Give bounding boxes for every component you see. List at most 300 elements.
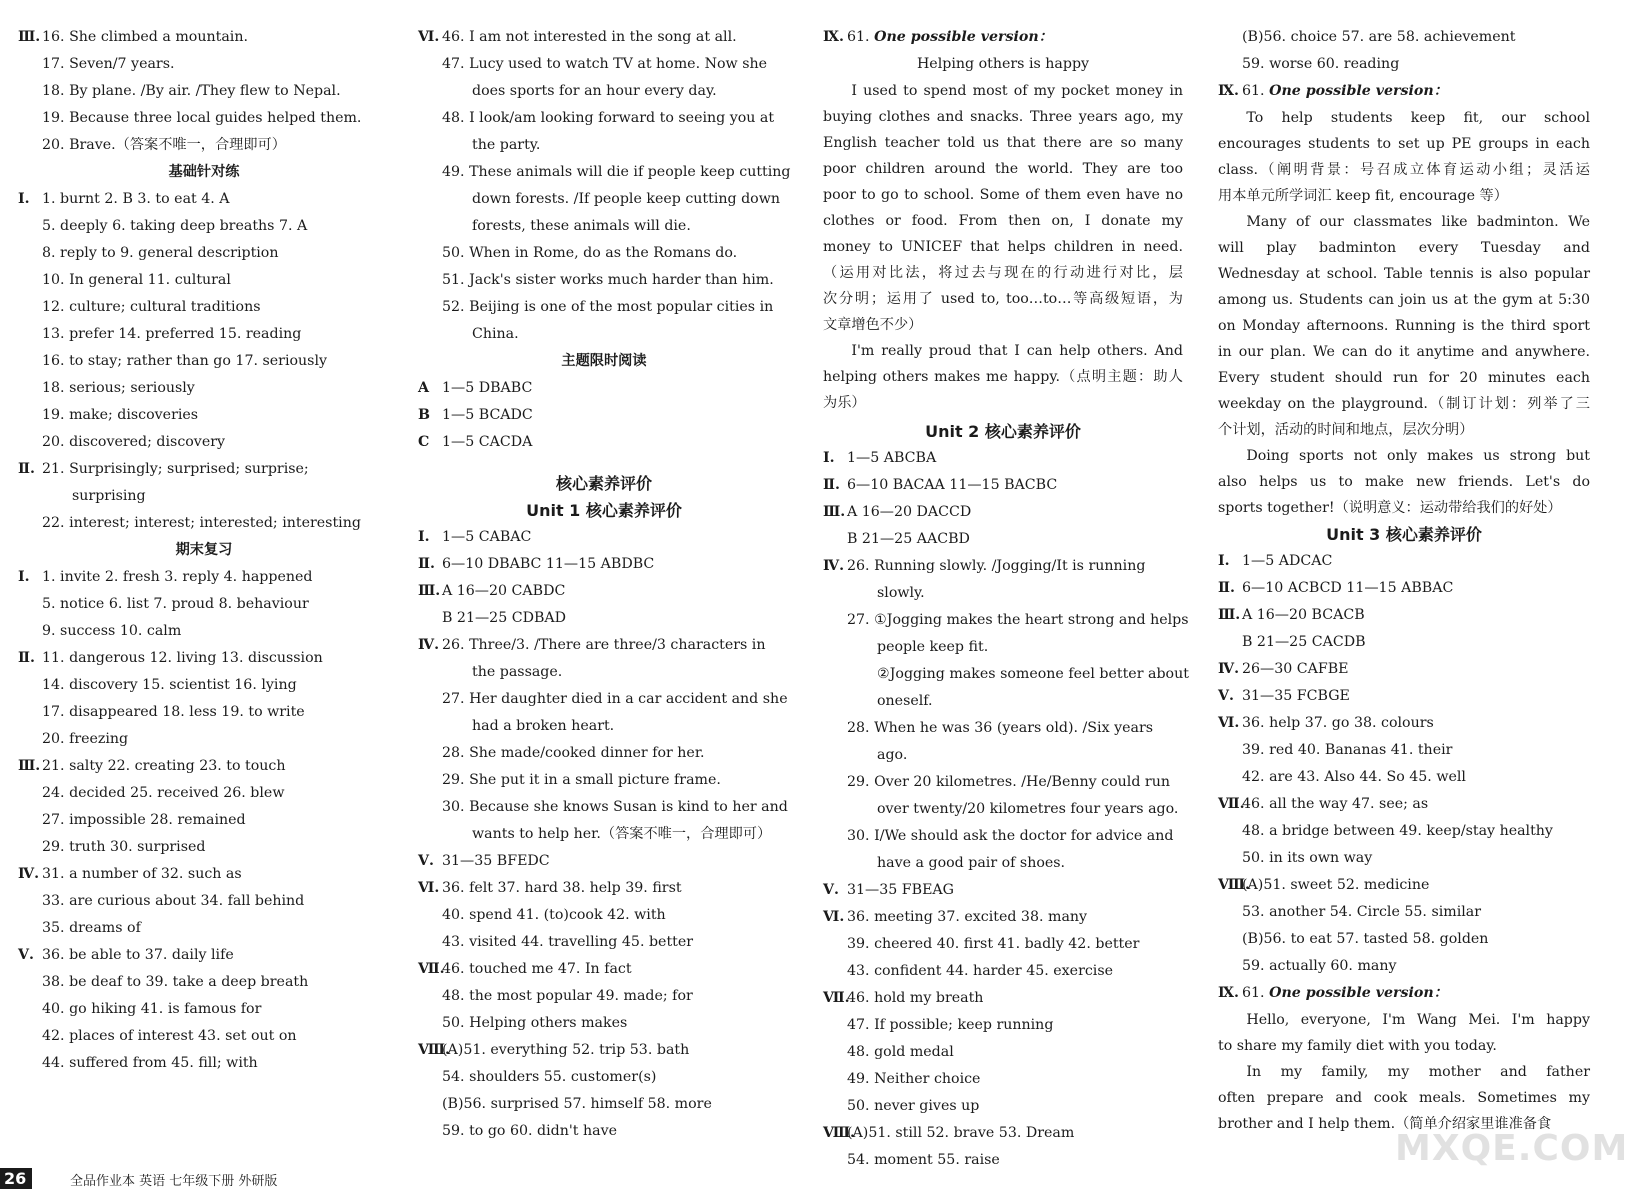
answer-line xyxy=(418,740,790,767)
answer-text: 26—30 CAFBE xyxy=(1242,661,1349,677)
section-heading: Unit 1 核心素养评价 xyxy=(526,501,682,520)
section-heading: Unit 3 核心素养评价 xyxy=(1326,525,1482,544)
answer-text: 1—5 BCADC xyxy=(442,407,533,423)
answer-line xyxy=(418,1010,790,1037)
section-marker: Ⅰ. xyxy=(823,450,835,466)
essay-line: in our plan. We can do it anytime and anywhere. xyxy=(1218,344,1590,360)
answer-line xyxy=(418,767,790,794)
answer-line xyxy=(418,429,790,456)
essay-line: To help students keep fit, our school xyxy=(1246,110,1590,126)
essay-line: often prepare and cook meals. Sometimes my xyxy=(1218,1090,1590,1106)
essay-line: English teacher told us that there are so many xyxy=(823,135,1183,151)
answer-line xyxy=(1218,629,1590,656)
answer-text: 54. moment 55. raise xyxy=(847,1152,1000,1168)
answer-text: 8. reply to 9. general description xyxy=(42,245,279,261)
answer-text: slowly. xyxy=(877,585,925,601)
section-heading: 主题限时阅读 xyxy=(561,353,647,369)
question-number: 61. xyxy=(1242,985,1265,1001)
answer-line xyxy=(418,578,790,605)
answer-text: 17. Seven/7 years. xyxy=(42,56,175,72)
answer-line xyxy=(823,769,1183,796)
answer-text: 38. be deaf to 39. take a deep breath xyxy=(42,974,309,990)
answer-line xyxy=(418,848,790,875)
answer-text: 52. Beijing is one of the most popular cities in xyxy=(442,299,774,315)
answer-text: A 16—20 BCACB xyxy=(1242,607,1365,623)
answer-text: forests, these animals will die. xyxy=(472,218,691,234)
answer-line xyxy=(18,969,390,996)
answer-line xyxy=(418,794,790,821)
essay-line: poor to go to school. Some of them even have no xyxy=(823,187,1183,203)
answer-line xyxy=(1218,78,1590,105)
answer-text: the party. xyxy=(472,137,541,153)
essay-line: Doing sports not only makes us strong but xyxy=(1246,448,1590,464)
essay-line: 为乐） xyxy=(823,395,866,411)
answer-text: 31—35 BFEDC xyxy=(442,853,550,869)
answer-text: 48. a bridge between 49. keep/stay healthy xyxy=(1242,823,1553,839)
answer-list xyxy=(1218,548,1590,980)
answer-line xyxy=(18,618,390,645)
answer-text: 16. She climbed a mountain. xyxy=(42,29,248,45)
answer-text: 1—5 ADCAC xyxy=(1242,553,1333,569)
answer-column-3 xyxy=(823,24,1189,1174)
answer-text: 59. worse 60. reading xyxy=(1242,56,1400,72)
answer-line xyxy=(823,1039,1183,1066)
essay-line: sports together!（说明意义：运动带给我们的好处） xyxy=(1218,500,1562,516)
answer-text: 6—10 BACAA 11—15 BACBC xyxy=(847,477,1058,493)
section-marker: B xyxy=(418,407,430,423)
answer-line xyxy=(418,294,790,321)
answer-line xyxy=(823,796,1183,823)
answer-line xyxy=(18,834,390,861)
essay-line: Wednesday at school. Table tennis is also popular xyxy=(1218,266,1590,282)
answer-text: 21. salty 22. creating 23. to touch xyxy=(42,758,286,774)
answer-text: 12. culture; cultural traditions xyxy=(42,299,261,315)
essay-line: 用本单元所学词汇 keep fit, encourage 等） xyxy=(1218,188,1508,204)
answer-text: 50. Helping others makes xyxy=(442,1015,628,1031)
answer-line xyxy=(418,551,790,578)
answer-text: 9. success 10. calm xyxy=(42,623,182,639)
answer-line xyxy=(823,472,1183,499)
answer-text: 22. interest; interest; interested; interesting xyxy=(42,515,361,531)
answer-line xyxy=(418,1064,790,1091)
section-marker: Ⅸ. xyxy=(1218,985,1239,1001)
answer-line xyxy=(18,726,390,753)
section-marker: Ⅴ. xyxy=(1218,688,1234,704)
answer-line xyxy=(823,580,1183,607)
question-number: 61. xyxy=(847,29,870,45)
answer-text: (B)56. to eat 57. tasted 58. golden xyxy=(1242,931,1489,947)
section-marker: Ⅲ. xyxy=(1218,607,1241,623)
answer-text: surprising xyxy=(72,488,146,504)
answer-line xyxy=(823,607,1189,634)
answer-text: 28. When he was 36 (years old). /Six years xyxy=(847,720,1154,736)
answer-text: (A)51. everything 52. trip 53. bath xyxy=(442,1042,690,1058)
essay-line: Hello, everyone, I'm Wang Mei. I'm happy xyxy=(1246,1012,1590,1028)
answer-text: 27. impossible 28. remained xyxy=(42,812,246,828)
version-label: One possible version： xyxy=(874,29,1053,45)
answer-text: 29. truth 30. surprised xyxy=(42,839,206,855)
answer-text: 6—10 DBABC 11—15 ABDBC xyxy=(442,556,655,572)
answer-text: 51. Jack's sister works much harder than him. xyxy=(442,272,774,288)
answer-line xyxy=(18,699,390,726)
answer-line xyxy=(1218,51,1590,78)
answer-line xyxy=(18,24,390,51)
answer-text: 39. cheered 40. first 41. badly 42. better xyxy=(847,936,1140,952)
answer-line xyxy=(18,645,390,672)
answer-list xyxy=(1218,24,1590,78)
answer-line xyxy=(823,823,1183,850)
section-marker: Ⅶ. xyxy=(418,961,445,977)
answer-text: 18. By plane. /By air. /They flew to Nepal. xyxy=(42,83,341,99)
essay-title: Helping others is happy xyxy=(916,56,1090,72)
section-marker: Ⅱ. xyxy=(418,556,435,572)
section-marker: Ⅸ. xyxy=(1218,83,1239,99)
section-marker: Ⅰ. xyxy=(1218,553,1230,569)
essay-paragraph xyxy=(823,338,1183,416)
answer-text: 18. serious; seriously xyxy=(42,380,195,396)
answer-line xyxy=(1218,737,1590,764)
answer-text: B 21—25 CDBAD xyxy=(442,610,567,626)
answer-line xyxy=(418,375,790,402)
answer-column-4 xyxy=(1218,24,1590,1137)
answer-line xyxy=(418,240,790,267)
answer-text: 20. discovered; discovery xyxy=(42,434,226,450)
answer-text: 59. actually 60. many xyxy=(1242,958,1397,974)
section-marker: Ⅵ. xyxy=(418,29,440,45)
answer-line xyxy=(823,850,1183,877)
answer-text: 30. Because she knows Susan is kind to her and xyxy=(442,799,788,815)
answer-line xyxy=(823,688,1183,715)
answer-text: ②Jogging makes someone feel better about xyxy=(877,666,1189,682)
section-marker: Ⅰ. xyxy=(18,569,30,585)
answer-text: does sports for an hour every day. xyxy=(472,83,717,99)
answer-text: 40. spend 41. (to)cook 42. with xyxy=(442,907,666,923)
answer-text: A 16—20 CABDC xyxy=(442,583,566,599)
essay-line: money to UNICEF that helps children in need. xyxy=(823,239,1183,255)
answer-line xyxy=(18,807,390,834)
answer-line xyxy=(823,1066,1183,1093)
answer-line xyxy=(418,929,790,956)
answer-line xyxy=(823,445,1183,472)
section-marker: Ⅷ. xyxy=(418,1042,450,1058)
answer-text: 17. disappeared 18. less 19. to write xyxy=(42,704,305,720)
answer-line xyxy=(18,591,390,618)
answer-text: 1—5 CACDA xyxy=(442,434,533,450)
answer-line xyxy=(18,510,390,537)
answer-text: 43. confident 44. harder 45. exercise xyxy=(847,963,1114,979)
answer-text: 54. shoulders 55. customer(s) xyxy=(442,1069,657,1085)
section-marker: Ⅰ. xyxy=(418,529,430,545)
essay-line: clothes or food. From then on, I donate my xyxy=(823,213,1183,229)
answer-text: 10. In general 11. cultural xyxy=(42,272,231,288)
answer-line xyxy=(823,634,1183,661)
answer-text: 1—5 DBABC xyxy=(442,380,533,396)
answer-text: 33. are curious about 34. fall behind xyxy=(42,893,305,909)
section-marker: Ⅱ. xyxy=(1218,580,1235,596)
answer-line xyxy=(823,1012,1183,1039)
answer-line xyxy=(18,213,390,240)
answer-line xyxy=(18,861,390,888)
answer-text: 47. If possible; keep running xyxy=(847,1017,1054,1033)
essay-line: to share my family diet with you today. xyxy=(1218,1038,1497,1054)
section-marker: Ⅳ. xyxy=(18,866,40,882)
answer-list xyxy=(823,445,1189,1174)
answer-text: 26. Running slowly. /Jogging/It is running xyxy=(847,558,1146,574)
answer-line xyxy=(1218,845,1590,872)
answer-line xyxy=(18,78,390,105)
section-marker: Ⅵ. xyxy=(823,909,845,925)
answer-line xyxy=(823,553,1183,580)
answer-line xyxy=(1218,683,1590,710)
answer-line xyxy=(418,956,790,983)
answer-line xyxy=(418,821,790,848)
section-marker: Ⅷ. xyxy=(1218,877,1250,893)
essay-line: will play badminton every Tuesday and xyxy=(1218,240,1590,256)
answer-line xyxy=(418,1118,790,1145)
answer-text: 48. I look/am looking forward to seeing you at xyxy=(442,110,775,126)
answer-line xyxy=(1218,980,1590,1007)
answer-line xyxy=(418,1091,790,1118)
answer-line xyxy=(18,564,390,591)
essay-line: brother and I help them.（简单介绍家里谁准备食 xyxy=(1218,1116,1552,1132)
answer-line xyxy=(1218,710,1590,737)
answer-line xyxy=(18,51,390,78)
answer-line xyxy=(418,267,790,294)
answer-line xyxy=(1218,764,1590,791)
answer-line xyxy=(823,1093,1183,1120)
answer-text: had a broken heart. xyxy=(472,718,615,734)
answer-text: 27. ①Jogging makes the heart strong and helps xyxy=(847,612,1189,628)
answer-line xyxy=(18,294,390,321)
answer-text: 30. I/We should ask the doctor for advice and xyxy=(847,828,1174,844)
answer-text: 46. touched me 47. In fact xyxy=(442,961,632,977)
watermark-logo: MXQE.COM xyxy=(1395,1128,1628,1169)
answer-text: 44. suffered from 45. fill; with xyxy=(42,1055,258,1071)
answer-text: 14. discovery 15. scientist 16. lying xyxy=(42,677,297,693)
answer-text: wants to help her.（答案不唯一，合理即可） xyxy=(472,826,772,842)
section-marker: Ⅲ. xyxy=(418,583,441,599)
answer-line xyxy=(823,499,1183,526)
answer-line xyxy=(1218,818,1590,845)
answer-line xyxy=(1218,575,1590,602)
answer-text: 29. She put it in a small picture frame. xyxy=(442,772,721,788)
answer-text: 35. dreams of xyxy=(42,920,141,936)
answer-text: 50. When in Rome, do as the Romans do. xyxy=(442,245,738,261)
answer-text: over twenty/20 kilometres four years ago. xyxy=(877,801,1179,817)
answer-line xyxy=(18,672,390,699)
answer-column-1 xyxy=(18,24,390,1077)
section-heading: 基础针对练 xyxy=(168,164,240,180)
answer-line xyxy=(823,742,1183,769)
answer-column-2 xyxy=(418,24,790,1145)
answer-text: 36. felt 37. hard 38. help 39. first xyxy=(442,880,682,896)
answer-text: 27. Her daughter died in a car accident and she xyxy=(442,691,788,707)
answer-line xyxy=(418,659,790,686)
answer-text: 43. visited 44. travelling 45. better xyxy=(442,934,694,950)
answer-text: ago. xyxy=(877,747,908,763)
essay-paragraph xyxy=(1218,1059,1590,1137)
answer-line xyxy=(418,24,790,51)
answer-text: 28. She made/cooked dinner for her. xyxy=(442,745,705,761)
essay-paragraph xyxy=(1218,105,1590,209)
answer-text: 48. gold medal xyxy=(847,1044,954,1060)
answer-text: 46. hold my breath xyxy=(847,990,984,1006)
answer-line xyxy=(18,402,390,429)
answer-line xyxy=(823,661,1189,688)
answer-line xyxy=(18,888,390,915)
answer-line xyxy=(18,753,390,780)
essay-line: class.（阐明背景：号召成立体育运动小组；灵活运 xyxy=(1218,162,1590,178)
answer-line xyxy=(18,1050,390,1077)
answer-text: 5. notice 6. list 7. proud 8. behaviour xyxy=(42,596,309,612)
section-marker: Ⅳ. xyxy=(418,637,440,653)
essay-line: also helps us to make new friends. Let's do xyxy=(1218,474,1590,490)
section-marker: Ⅴ. xyxy=(418,853,434,869)
answer-text: 53. another 54. Circle 55. similar xyxy=(1242,904,1482,920)
answer-text: China. xyxy=(472,326,519,342)
answer-line xyxy=(18,186,390,213)
section-marker: Ⅱ. xyxy=(18,461,35,477)
answer-line xyxy=(18,267,390,294)
essay-line: helping others makes me happy.（点明主题：助人 xyxy=(823,369,1183,385)
answer-line xyxy=(823,877,1183,904)
essay-line: 文章增色不少） xyxy=(823,317,923,333)
section-marker: Ⅵ. xyxy=(418,880,440,896)
version-label: One possible version： xyxy=(1269,985,1448,1001)
answer-line xyxy=(18,942,390,969)
section-marker: Ⅴ. xyxy=(823,882,839,898)
answer-text: 59. to go 60. didn't have xyxy=(442,1123,617,1139)
section-marker: Ⅲ. xyxy=(823,504,846,520)
answer-line xyxy=(418,902,790,929)
answer-line xyxy=(18,132,390,159)
answer-line xyxy=(418,1037,790,1064)
answer-line xyxy=(418,605,790,632)
answer-line xyxy=(18,105,390,132)
answer-text: oneself. xyxy=(877,693,933,709)
answer-text: 1. burnt 2. B 3. to eat 4. A xyxy=(42,191,230,207)
essay-line: weekday on the playground.（制订计划：列举了三 xyxy=(1218,396,1590,412)
essay-line: In my family, my mother and father xyxy=(1246,1064,1590,1080)
answer-text: 1. invite 2. fresh 3. reply 4. happened xyxy=(42,569,313,585)
answer-text: down forests. /If people keep cutting down xyxy=(472,191,780,207)
answer-line xyxy=(823,931,1183,958)
answer-line xyxy=(18,429,390,456)
answer-line xyxy=(18,321,390,348)
answer-line xyxy=(418,632,790,659)
answer-line xyxy=(418,402,790,429)
answer-line xyxy=(823,904,1183,931)
answer-line xyxy=(1218,926,1590,953)
answer-text: 50. in its own way xyxy=(1242,850,1373,866)
answer-text: 29. Over 20 kilometres. /He/Benny could run xyxy=(847,774,1170,790)
answer-line xyxy=(418,686,790,713)
answer-text: 48. the most popular 49. made; for xyxy=(442,988,693,1004)
answer-line xyxy=(418,524,790,551)
answer-text: 6—10 ACBCD 11—15 ABBAC xyxy=(1242,580,1454,596)
answer-text: (B)56. surprised 57. himself 58. more xyxy=(442,1096,712,1112)
answer-text: 1—5 ABCBA xyxy=(847,450,937,466)
section-marker: Ⅳ. xyxy=(823,558,845,574)
answer-text: A 16—20 DACCD xyxy=(847,504,972,520)
essay-line: buying clothes and snacks. Three years ago, my xyxy=(823,109,1183,125)
answer-text: 36. meeting 37. excited 38. many xyxy=(847,909,1088,925)
section-marker: Ⅱ. xyxy=(18,650,35,666)
answer-text: the passage. xyxy=(472,664,563,680)
answer-line xyxy=(1218,899,1590,926)
answer-line xyxy=(418,713,790,740)
answer-line xyxy=(418,159,790,186)
answer-line xyxy=(1218,24,1590,51)
section-marker: Ⅳ. xyxy=(1218,661,1240,677)
answer-line xyxy=(418,132,790,159)
answer-text: 42. are 43. Also 44. So 45. well xyxy=(1242,769,1466,785)
answer-line xyxy=(1218,656,1590,683)
answer-text: 49. Neither choice xyxy=(847,1071,981,1087)
section-marker: Ⅶ. xyxy=(1218,796,1245,812)
answer-line xyxy=(823,526,1183,553)
section-heading: Unit 2 核心素养评价 xyxy=(925,422,1081,441)
answer-line xyxy=(418,875,790,902)
section-marker: Ⅶ. xyxy=(823,990,850,1006)
answer-line xyxy=(18,240,390,267)
section-marker: Ⅴ. xyxy=(18,947,34,963)
essay-line: encourages students to set up PE groups in each xyxy=(1218,136,1590,152)
answer-line xyxy=(18,780,390,807)
answer-text: 16. to stay; rather than go 17. seriously xyxy=(42,353,327,369)
answer-text: (A)51. still 52. brave 53. Dream xyxy=(847,1125,1075,1141)
answer-text: 1—5 CABAC xyxy=(442,529,532,545)
answer-text: 31. a number of 32. such as xyxy=(42,866,242,882)
essay-line: on Monday afternoons. Running is the third sport xyxy=(1218,318,1590,334)
essay-line: （运用对比法，将过去与现在的行动进行对比，层 xyxy=(823,265,1183,281)
answer-line xyxy=(418,51,790,78)
essay-paragraph xyxy=(1218,1007,1590,1059)
answer-line xyxy=(418,78,790,105)
essay-line: 个计划，活动的时间和地点，层次分明） xyxy=(1218,422,1474,438)
answer-text: 36. be able to 37. daily life xyxy=(42,947,234,963)
answer-line xyxy=(18,375,390,402)
essay-line: Many of our classmates like badminton. We xyxy=(1246,214,1590,230)
essay-line: 次分明；运用了 used to, too…to…等高级短语，为 xyxy=(823,291,1183,307)
answer-text: have a good pair of shoes. xyxy=(877,855,1066,871)
answer-text: 42. places of interest 43. set out on xyxy=(42,1028,297,1044)
answer-text: B 21—25 AACBD xyxy=(847,531,970,547)
answer-line xyxy=(823,715,1183,742)
section-marker: Ⅲ. xyxy=(18,758,41,774)
essay-line: Every student should run for 20 minutes each xyxy=(1218,370,1590,386)
essay-paragraph xyxy=(1218,443,1590,521)
section-marker: Ⅱ. xyxy=(823,477,840,493)
answer-text: 5. deeply 6. taking deep breaths 7. A xyxy=(42,218,308,234)
answer-text: 31—35 FBEAG xyxy=(847,882,955,898)
book-title: 全品作业本 英语 七年级下册 外研版 xyxy=(70,1174,278,1189)
essay-line: I used to spend most of my pocket money in xyxy=(851,83,1183,99)
answer-text: 47. Lucy used to watch TV at home. Now she xyxy=(442,56,768,72)
answer-line xyxy=(1218,602,1590,629)
page-footer xyxy=(0,1168,420,1192)
essay-line: among us. Students can join us at the gym at 5:30 xyxy=(1218,292,1590,308)
answer-line xyxy=(823,958,1183,985)
essay-line: poor children around the world. They are too xyxy=(823,161,1183,177)
answer-line xyxy=(1218,791,1590,818)
answer-line xyxy=(18,348,390,375)
answer-line xyxy=(823,1120,1183,1147)
version-label: One possible version： xyxy=(1269,83,1448,99)
essay-paragraph xyxy=(823,78,1183,338)
answer-text: 11. dangerous 12. living 13. discussion xyxy=(42,650,323,666)
answer-text: 19. make; discoveries xyxy=(42,407,199,423)
